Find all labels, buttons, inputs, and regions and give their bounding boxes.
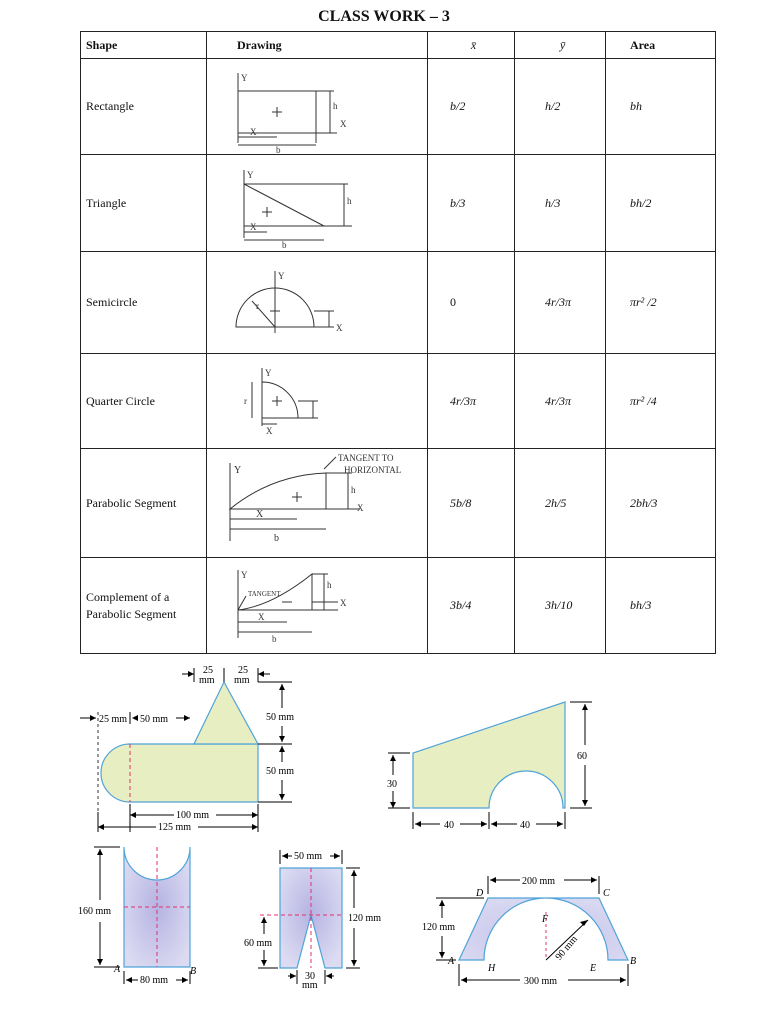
sketch-label-b: b [276, 145, 281, 154]
page-title: CLASS WORK – 3 [318, 8, 450, 25]
table-row [81, 252, 716, 354]
table-header-row [81, 32, 716, 59]
dim-right-120: 120 mm [348, 913, 382, 924]
dim-left-25: 25 mm [99, 714, 128, 725]
ybar-value: 2h/5 [515, 449, 606, 558]
table-row [81, 354, 716, 449]
composite-figure-3 [76, 842, 226, 990]
area-value: bh [606, 59, 716, 155]
dim-bottom-100: 100 mm [176, 810, 210, 821]
dim-right-bottom: 50 mm [266, 766, 295, 777]
header-ybar: ȳ [515, 32, 606, 59]
corner-b: B [190, 966, 197, 977]
sketch-label-horizontal: HORIZONTAL [344, 465, 402, 475]
dim-top-50: 50 mm [294, 851, 323, 862]
sketch-label-y: Y [278, 270, 285, 281]
sketch-label-x: X [336, 322, 343, 333]
shape-name: Parabolic Segment [81, 449, 207, 558]
sketch-label-x: X [266, 426, 273, 436]
dim-left-60: 60 mm [244, 938, 273, 949]
centroid-table [80, 31, 716, 654]
sketch-label-y: Y [241, 570, 248, 580]
dim-height-160: 160 mm [78, 906, 112, 917]
dim-left-120: 120 mm [422, 922, 456, 933]
parabolic-segment-sketch [207, 449, 428, 558]
dim-top-left-unit: mm [199, 675, 215, 686]
sketch-label-x2: X [357, 503, 364, 513]
sketch-label-h: h [347, 195, 352, 206]
dim-bottom-30: 30 [305, 971, 315, 982]
shape-name: Quarter Circle [81, 354, 207, 449]
sketch-label-h: h [333, 101, 338, 111]
dim-bottom-30-unit: mm [302, 980, 318, 991]
sketch-label-x2: X [340, 119, 347, 129]
dim-top-left: 25 [203, 665, 213, 676]
dim-left-50: 50 mm [140, 714, 169, 725]
sketch-label-r: r [256, 300, 259, 311]
xbar-value: 5b/8 [428, 449, 515, 558]
sketch-label-y: Y [241, 73, 248, 83]
shape-name-line1: Complement of a [86, 589, 170, 604]
table-row [81, 155, 716, 252]
area-value: 2bh/3 [606, 449, 716, 558]
sketch-label-tangent: TANGENT [248, 590, 281, 598]
rectangle-sketch [207, 59, 428, 155]
composite-figure-5 [420, 868, 650, 993]
dim-bottom-300: 300 mm [524, 976, 558, 987]
dim-bottom-40-right: 40 [520, 820, 530, 831]
dim-top-right-unit: mm [234, 675, 250, 686]
xbar-value: b/2 [428, 59, 515, 155]
ybar-value: 4r/3π [515, 354, 606, 449]
corner-d: D [476, 888, 484, 899]
dim-width-80: 80 mm [140, 975, 169, 986]
table-row [81, 558, 716, 654]
ybar-value: h/3 [515, 155, 606, 252]
dim-top-right: 25 [238, 665, 248, 676]
sketch-label-y: Y [247, 169, 254, 180]
sketch-label-x: X [250, 127, 257, 137]
sketch-label-tangent: TANGENT TO [338, 453, 394, 463]
area-value: bh/2 [606, 155, 716, 252]
sketch-label-b: b [282, 239, 287, 250]
header-area: Area [606, 32, 716, 59]
area-value: πr² /2 [606, 252, 716, 354]
shape-name: Semicircle [81, 252, 207, 354]
sketch-label-h: h [351, 485, 356, 495]
ybar-value: h/2 [515, 59, 606, 155]
corner-a: A [114, 964, 121, 975]
parabolic-complement-sketch [207, 558, 428, 654]
triangle-sketch [207, 155, 428, 252]
dim-right-top: 50 mm [266, 712, 295, 723]
xbar-value: 3b/4 [428, 558, 515, 654]
area-value: πr² /4 [606, 354, 716, 449]
area-value: bh/3 [606, 558, 716, 654]
sketch-label-b: b [272, 634, 277, 644]
xbar-value: 0 [428, 252, 515, 354]
dim-right-60: 60 [577, 751, 587, 762]
xbar-value: b/3 [428, 155, 515, 252]
sketch-label-x2: X [340, 598, 347, 608]
header-shape: Shape [81, 32, 207, 59]
sketch-label-r: r [244, 396, 247, 406]
shape-name [81, 558, 207, 654]
corner-a: A [448, 956, 455, 967]
sketch-label-x: X [258, 612, 265, 622]
ybar-value: 3h/10 [515, 558, 606, 654]
dim-radius-90: 90 mm [553, 933, 580, 963]
sketch-label-x: X [250, 221, 257, 232]
semicircle-sketch [207, 252, 428, 354]
corner-b: B [630, 956, 637, 967]
dim-bottom-40-left: 40 [444, 820, 454, 831]
sketch-label-x: X [256, 509, 264, 520]
composite-figure-1 [70, 662, 370, 837]
composite-figure-4 [244, 842, 400, 991]
sketch-label-b: b [274, 533, 279, 544]
sketch-label-y: Y [265, 368, 272, 378]
shape-name: Triangle [81, 155, 207, 252]
point-f: F [542, 914, 549, 925]
sketch-label-h: h [327, 580, 332, 590]
table-row [81, 449, 716, 558]
point-e: E [590, 963, 597, 974]
composite-figure-2 [380, 695, 610, 835]
sketch-label-y: Y [234, 465, 242, 476]
table-row [81, 59, 716, 155]
dim-top-200: 200 mm [522, 876, 556, 887]
corner-c: C [603, 888, 610, 899]
xbar-value: 4r/3π [428, 354, 515, 449]
shape-name: Rectangle [81, 59, 207, 155]
header-xbar: x̄ [428, 32, 515, 59]
shape-name-line2: Parabolic Segment [86, 606, 177, 621]
ybar-value: 4r/3π [515, 252, 606, 354]
point-h: H [488, 963, 496, 974]
quarter-circle-sketch [207, 354, 428, 449]
dim-bottom-125: 125 mm [158, 822, 192, 833]
dim-left-30: 30 [387, 779, 397, 790]
header-drawing: Drawing [207, 32, 428, 59]
